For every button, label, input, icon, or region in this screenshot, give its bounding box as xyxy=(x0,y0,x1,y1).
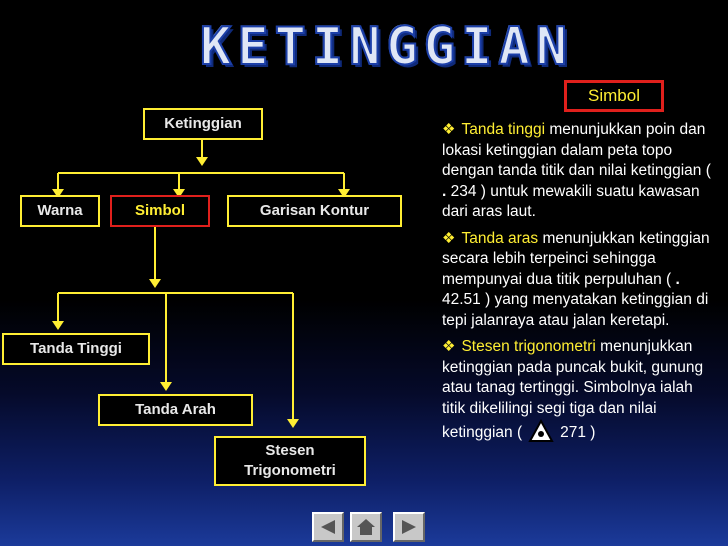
dot-symbol: . xyxy=(675,270,680,288)
item-stesen-trigonometri xyxy=(442,337,712,444)
node-ketinggian: Ketinggian xyxy=(143,108,263,140)
node-garisan-kontur: Garisan Kontur xyxy=(227,195,402,227)
text-stesen-a: menunjukkan ketinggian pada puncak bukit, gunung atau tanag tertinggi. Simbolnya ialah titik dikelilingi segi tiga dan nilai ketinggian ( xyxy=(442,338,704,441)
item-tanda-tinggi xyxy=(442,120,712,223)
item-tanda-aras xyxy=(442,229,712,332)
diamond-bullet-icon: ❖ xyxy=(442,338,456,355)
text-stesen-b: 271 ) xyxy=(560,424,596,441)
term-tanda-aras: Tanda aras xyxy=(461,229,539,247)
node-stesen-line1: Stesen xyxy=(265,442,315,459)
home-icon xyxy=(355,517,377,537)
diamond-bullet-icon: ❖ xyxy=(442,229,456,247)
term-tanda-tinggi: Tanda tinggi xyxy=(461,121,546,138)
text-tanda-tinggi-a: menunjukkan poin dan lokasi ketinggian dalam peta topo dengan tanda titik dan nilai ketinggian ( xyxy=(442,121,711,179)
node-tanda-tinggi: Tanda Tinggi xyxy=(2,333,150,365)
node-stesen-trigonometri xyxy=(214,436,366,486)
node-stesen-line2: Trigonometri xyxy=(244,462,336,479)
triangle-dot-icon xyxy=(528,419,554,443)
simbol-tag: Simbol xyxy=(564,80,664,112)
text-tanda-aras-a: menunjukkan ketinggian secara lebih terpeinci sehingga mempunyai dua titik perpuluhan ( xyxy=(442,229,710,288)
next-button[interactable] xyxy=(393,512,425,542)
description-panel xyxy=(442,120,712,450)
node-warna: Warna xyxy=(20,195,100,227)
node-simbol: Simbol xyxy=(110,195,210,227)
triangle-left-icon xyxy=(318,518,338,536)
home-button[interactable] xyxy=(350,512,382,542)
prev-button[interactable] xyxy=(312,512,344,542)
page-title: KETINGGIAN xyxy=(200,17,574,77)
dot-symbol: . xyxy=(442,182,447,200)
triangle-right-icon xyxy=(399,518,419,536)
text-tanda-aras-b: 42.51 ) yang menyatakan ketinggian di tepi jalanraya atau jalan keretapi. xyxy=(442,291,709,329)
diamond-bullet-icon: ❖ xyxy=(442,121,456,138)
node-tanda-arah: Tanda Arah xyxy=(98,394,253,426)
term-stesen-trigonometri: Stesen trigonometri xyxy=(461,338,596,355)
text-tanda-tinggi-b: 234 ) untuk mewakili suatu kawasan dari aras laut. xyxy=(442,182,700,220)
